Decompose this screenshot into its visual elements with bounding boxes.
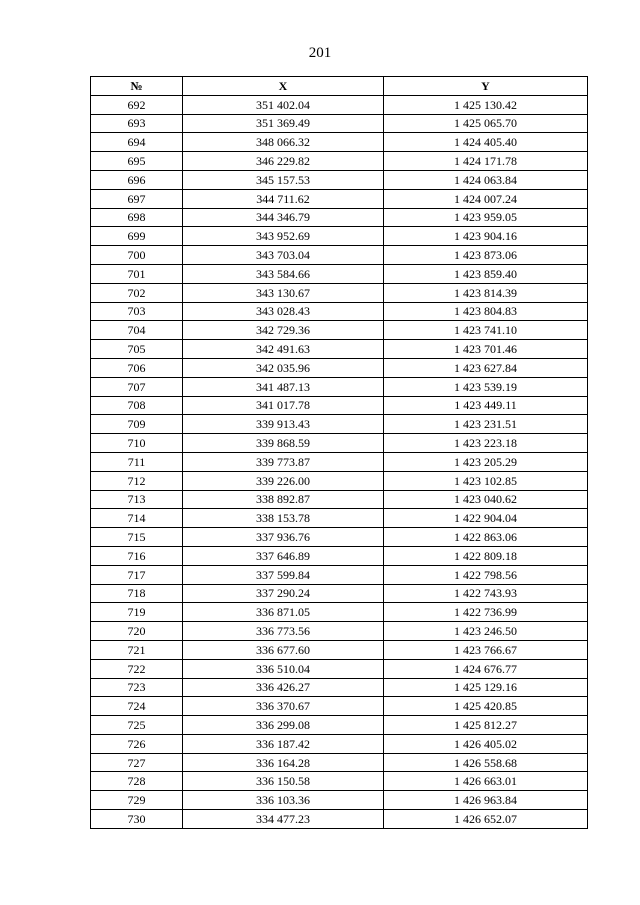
cell-x: 338 153.78 — [183, 509, 384, 528]
cell-number: 697 — [91, 189, 183, 208]
cell-number: 714 — [91, 509, 183, 528]
cell-y: 1 424 063.84 — [384, 170, 588, 189]
cell-x: 341 487.13 — [183, 377, 384, 396]
table-row — [91, 152, 588, 171]
table-row — [91, 659, 588, 678]
cell-y: 1 424 676.77 — [384, 659, 588, 678]
cell-y: 1 423 231.51 — [384, 415, 588, 434]
cell-x: 334 477.23 — [183, 810, 384, 829]
table-row — [91, 340, 588, 359]
cell-x: 336 677.60 — [183, 640, 384, 659]
cell-x: 351 402.04 — [183, 95, 384, 114]
cell-number: 704 — [91, 321, 183, 340]
cell-x: 343 130.67 — [183, 283, 384, 302]
cell-number: 702 — [91, 283, 183, 302]
cell-number: 721 — [91, 640, 183, 659]
cell-y: 1 423 627.84 — [384, 358, 588, 377]
table-row — [91, 114, 588, 133]
cell-y: 1 425 420.85 — [384, 697, 588, 716]
cell-y: 1 423 766.67 — [384, 640, 588, 659]
table-row — [91, 565, 588, 584]
cell-y: 1 423 246.50 — [384, 622, 588, 641]
cell-x: 339 226.00 — [183, 471, 384, 490]
cell-y: 1 423 040.62 — [384, 490, 588, 509]
cell-number: 718 — [91, 584, 183, 603]
table-row — [91, 753, 588, 772]
cell-x: 336 150.58 — [183, 772, 384, 791]
cell-y: 1 426 652.07 — [384, 810, 588, 829]
cell-x: 348 066.32 — [183, 133, 384, 152]
table-row — [91, 584, 588, 603]
cell-y: 1 426 558.68 — [384, 753, 588, 772]
table-row — [91, 358, 588, 377]
table-row — [91, 189, 588, 208]
table-header-row — [91, 77, 588, 96]
table-row — [91, 95, 588, 114]
table-row — [91, 603, 588, 622]
cell-x: 344 711.62 — [183, 189, 384, 208]
cell-number: 729 — [91, 791, 183, 810]
cell-x: 336 103.36 — [183, 791, 384, 810]
cell-x: 337 646.89 — [183, 546, 384, 565]
cell-y: 1 423 449.11 — [384, 396, 588, 415]
cell-number: 703 — [91, 302, 183, 321]
cell-x: 343 952.69 — [183, 227, 384, 246]
cell-y: 1 425 130.42 — [384, 95, 588, 114]
table-row — [91, 170, 588, 189]
table-row — [91, 772, 588, 791]
cell-number: 722 — [91, 659, 183, 678]
cell-number: 693 — [91, 114, 183, 133]
table-row — [91, 434, 588, 453]
table-row — [91, 697, 588, 716]
cell-x: 342 035.96 — [183, 358, 384, 377]
cell-x: 341 017.78 — [183, 396, 384, 415]
cell-x: 344 346.79 — [183, 208, 384, 227]
cell-y: 1 423 873.06 — [384, 246, 588, 265]
table-row — [91, 264, 588, 283]
coordinates-table — [90, 76, 588, 829]
table-row — [91, 640, 588, 659]
table-row — [91, 302, 588, 321]
cell-y: 1 423 814.39 — [384, 283, 588, 302]
cell-y: 1 423 859.40 — [384, 264, 588, 283]
cell-x: 337 290.24 — [183, 584, 384, 603]
table-body — [91, 95, 588, 828]
cell-y: 1 423 539.19 — [384, 377, 588, 396]
cell-number: 710 — [91, 434, 183, 453]
table-row — [91, 321, 588, 340]
cell-number: 720 — [91, 622, 183, 641]
table-row — [91, 810, 588, 829]
cell-x: 339 773.87 — [183, 452, 384, 471]
table-row — [91, 734, 588, 753]
cell-y: 1 426 963.84 — [384, 791, 588, 810]
cell-number: 701 — [91, 264, 183, 283]
cell-x: 336 510.04 — [183, 659, 384, 678]
cell-y: 1 425 065.70 — [384, 114, 588, 133]
cell-number: 707 — [91, 377, 183, 396]
cell-y: 1 423 804.83 — [384, 302, 588, 321]
cell-x: 338 892.87 — [183, 490, 384, 509]
table-row — [91, 133, 588, 152]
table-row — [91, 208, 588, 227]
cell-y: 1 424 007.24 — [384, 189, 588, 208]
table-row — [91, 716, 588, 735]
cell-y: 1 424 405.40 — [384, 133, 588, 152]
cell-number: 708 — [91, 396, 183, 415]
cell-number: 699 — [91, 227, 183, 246]
cell-y: 1 422 904.04 — [384, 509, 588, 528]
cell-number: 692 — [91, 95, 183, 114]
cell-number: 715 — [91, 528, 183, 547]
table-row — [91, 528, 588, 547]
table-row — [91, 509, 588, 528]
cell-number: 705 — [91, 340, 183, 359]
cell-x: 337 936.76 — [183, 528, 384, 547]
table-row — [91, 622, 588, 641]
cell-number: 711 — [91, 452, 183, 471]
cell-y: 1 423 205.29 — [384, 452, 588, 471]
header-y: Y — [384, 77, 588, 96]
cell-number: 713 — [91, 490, 183, 509]
table-row — [91, 227, 588, 246]
cell-y: 1 423 102.85 — [384, 471, 588, 490]
cell-x: 343 584.66 — [183, 264, 384, 283]
cell-x: 339 868.59 — [183, 434, 384, 453]
cell-y: 1 423 701.46 — [384, 340, 588, 359]
cell-x: 342 729.36 — [183, 321, 384, 340]
cell-y: 1 424 171.78 — [384, 152, 588, 171]
table-row — [91, 791, 588, 810]
cell-x: 336 426.27 — [183, 678, 384, 697]
cell-number: 723 — [91, 678, 183, 697]
cell-x: 336 773.56 — [183, 622, 384, 641]
table-row — [91, 283, 588, 302]
cell-number: 695 — [91, 152, 183, 171]
table-row — [91, 377, 588, 396]
cell-y: 1 426 405.02 — [384, 734, 588, 753]
cell-y: 1 425 812.27 — [384, 716, 588, 735]
cell-number: 696 — [91, 170, 183, 189]
cell-y: 1 422 863.06 — [384, 528, 588, 547]
cell-number: 717 — [91, 565, 183, 584]
cell-x: 336 299.08 — [183, 716, 384, 735]
header-number: № — [91, 77, 183, 96]
cell-y: 1 422 798.56 — [384, 565, 588, 584]
cell-number: 694 — [91, 133, 183, 152]
cell-y: 1 423 904.16 — [384, 227, 588, 246]
cell-x: 342 491.63 — [183, 340, 384, 359]
cell-number: 716 — [91, 546, 183, 565]
cell-number: 725 — [91, 716, 183, 735]
cell-x: 336 187.42 — [183, 734, 384, 753]
cell-y: 1 423 741.10 — [384, 321, 588, 340]
cell-number: 719 — [91, 603, 183, 622]
page-number: 201 — [308, 45, 332, 61]
cell-number: 709 — [91, 415, 183, 434]
table-row — [91, 490, 588, 509]
cell-number: 727 — [91, 753, 183, 772]
cell-x: 336 871.05 — [183, 603, 384, 622]
cell-x: 346 229.82 — [183, 152, 384, 171]
cell-x: 336 370.67 — [183, 697, 384, 716]
header-x: X — [183, 77, 384, 96]
table-row — [91, 415, 588, 434]
table-row — [91, 471, 588, 490]
cell-x: 337 599.84 — [183, 565, 384, 584]
table-row — [91, 546, 588, 565]
cell-y: 1 422 743.93 — [384, 584, 588, 603]
cell-x: 351 369.49 — [183, 114, 384, 133]
cell-y: 1 422 736.99 — [384, 603, 588, 622]
cell-x: 343 028.43 — [183, 302, 384, 321]
cell-x: 339 913.43 — [183, 415, 384, 434]
cell-x: 343 703.04 — [183, 246, 384, 265]
cell-y: 1 425 129.16 — [384, 678, 588, 697]
cell-number: 724 — [91, 697, 183, 716]
cell-number: 726 — [91, 734, 183, 753]
table-row — [91, 396, 588, 415]
cell-y: 1 426 663.01 — [384, 772, 588, 791]
cell-y: 1 423 223.18 — [384, 434, 588, 453]
cell-number: 706 — [91, 358, 183, 377]
cell-number: 730 — [91, 810, 183, 829]
cell-number: 700 — [91, 246, 183, 265]
cell-y: 1 422 809.18 — [384, 546, 588, 565]
cell-number: 712 — [91, 471, 183, 490]
cell-x: 345 157.53 — [183, 170, 384, 189]
cell-y: 1 423 959.05 — [384, 208, 588, 227]
table-row — [91, 246, 588, 265]
table-row — [91, 452, 588, 471]
cell-number: 698 — [91, 208, 183, 227]
cell-x: 336 164.28 — [183, 753, 384, 772]
cell-number: 728 — [91, 772, 183, 791]
table-row — [91, 678, 588, 697]
